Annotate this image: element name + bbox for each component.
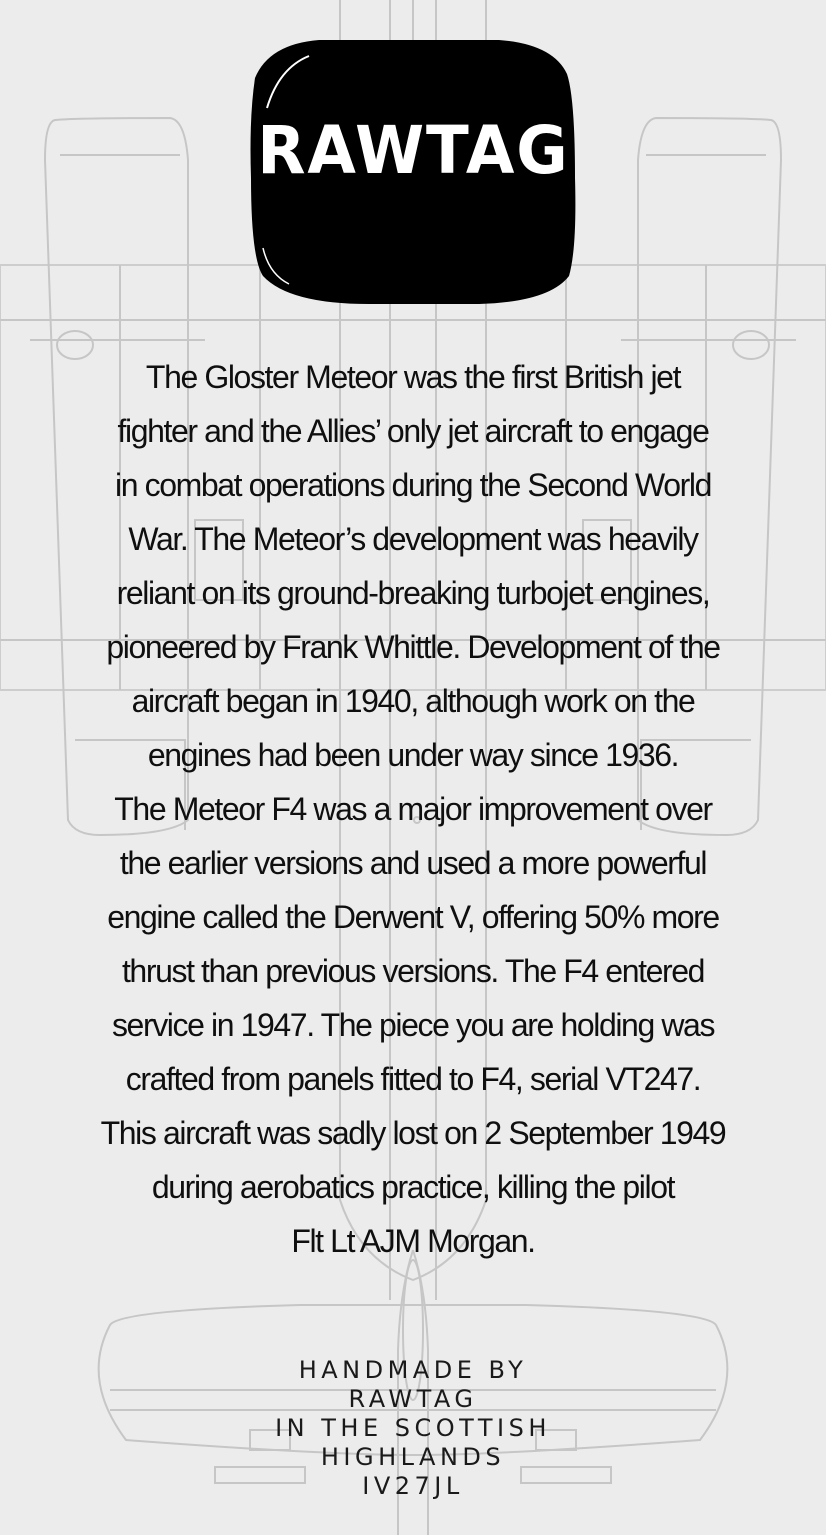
description-line: This aircraft was sadly lost on 2 September 1949 bbox=[100, 1115, 726, 1151]
footer-line: RAWTAG bbox=[348, 1385, 478, 1413]
description-line: engines had been under way since 1936. bbox=[147, 737, 679, 773]
description-line: service in 1947. The piece you are holding was bbox=[111, 1007, 715, 1043]
description-line: pioneered by Frank Whittle. Development of the bbox=[106, 629, 720, 665]
footer-line: HIGHLANDS bbox=[320, 1443, 506, 1471]
description-line: engine called the Derwent V, offering 50% more bbox=[107, 899, 719, 935]
description-line: aircraft began in 1940, although work on the bbox=[131, 683, 695, 719]
footer-line: IV27JL bbox=[362, 1472, 464, 1500]
footer-line: HANDMADE BY bbox=[298, 1356, 528, 1384]
description-line: thrust than previous versions. The F4 entered bbox=[121, 953, 705, 989]
description-line: in combat operations during the Second World bbox=[115, 467, 711, 503]
description-line: fighter and the Allies’ only jet aircraft to engage bbox=[117, 413, 709, 449]
footer-line: IN THE SCOTTISH bbox=[275, 1414, 551, 1442]
description-line: the earlier versions and used a more powerful bbox=[119, 845, 707, 881]
description-line: crafted from panels fitted to F4, serial VT247. bbox=[125, 1061, 701, 1097]
description-line: War. The Meteor’s development was heavily bbox=[128, 521, 698, 557]
description-line: reliant on its ground-breaking turbojet engines, bbox=[116, 575, 710, 611]
description-line: The Meteor F4 was a major improvement over bbox=[114, 791, 712, 827]
description-line: Flt Lt AJM Morgan. bbox=[291, 1223, 535, 1259]
description-line: during aerobatics practice, killing the pilot bbox=[151, 1169, 675, 1205]
description-text bbox=[40, 350, 786, 1268]
logo-wordmark: RAWTAG bbox=[257, 112, 570, 189]
description-line: The Gloster Meteor was the first British jet bbox=[145, 359, 681, 395]
maker-footer bbox=[163, 1356, 663, 1501]
